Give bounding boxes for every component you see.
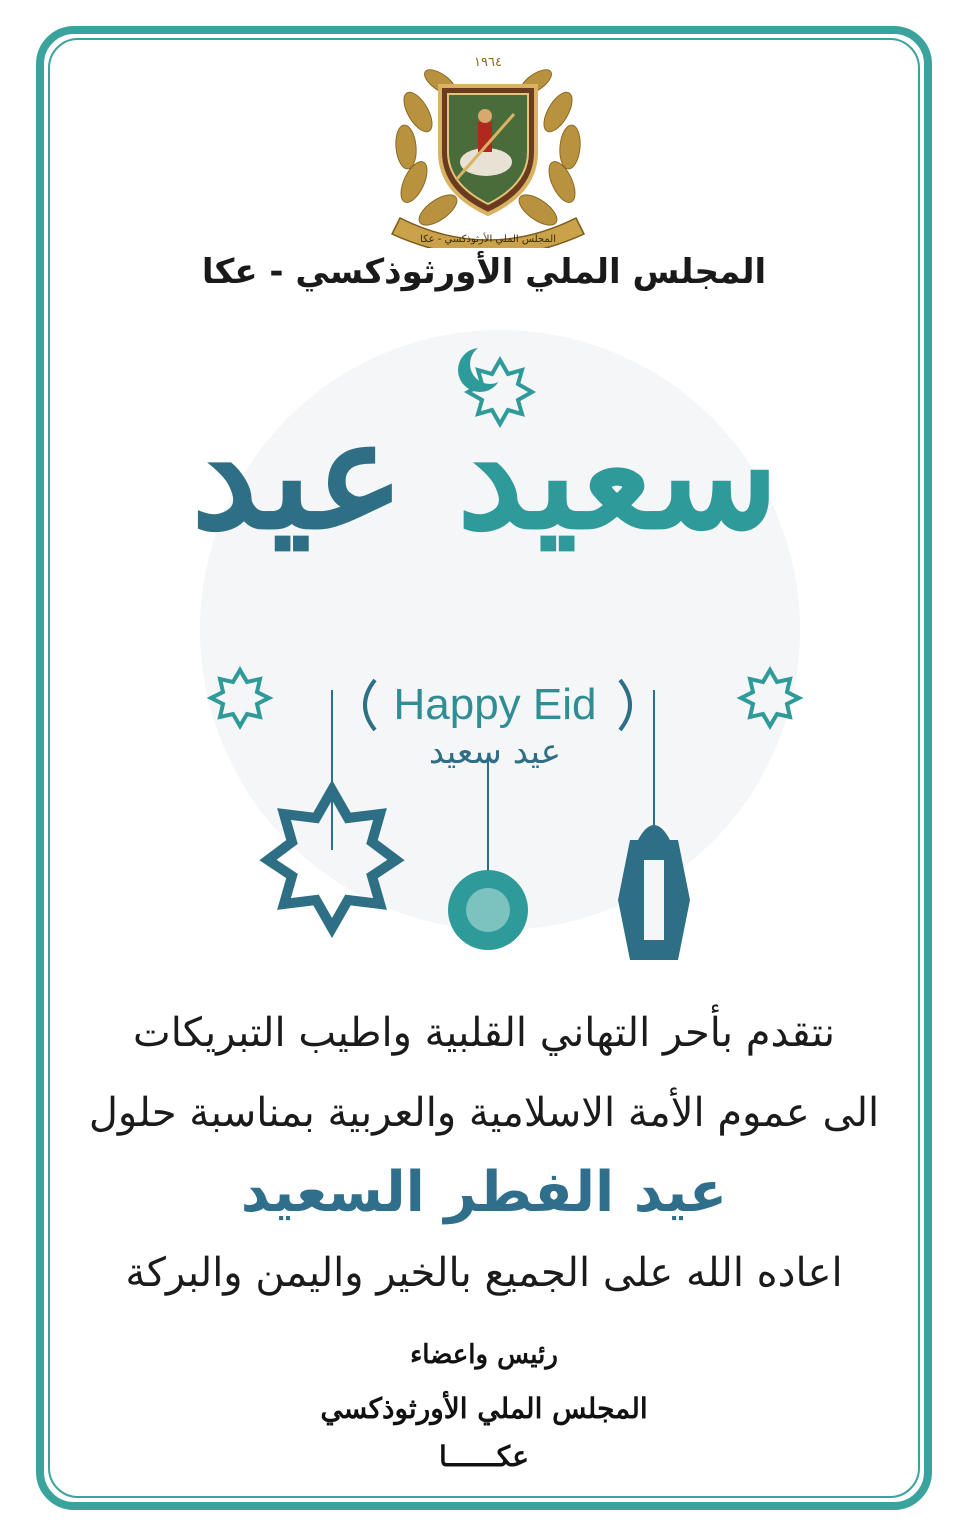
message-line-3: اعاده الله على الجميع بالخير واليمن والبركة [125, 1250, 843, 1296]
happy-eid-arabic: عيد سعيد [428, 732, 562, 772]
message-line-1: نتقدم بأحر التهاني القلبية واطيب التبريكات [133, 1010, 835, 1056]
calligraphy-word-saeed: سعيد [456, 387, 779, 563]
message-highlight: عيد الفطر السعيد [240, 1160, 728, 1225]
logo-ribbon-text: المجلس الملي الأرثوذكسي - عكا [420, 234, 556, 245]
eid-calligraphy [170, 387, 800, 563]
logo-year: ١٩٦٤ [474, 55, 502, 70]
calligraphy-word-eid: عيد [191, 387, 405, 563]
signature-line-2: المجلس الملي الأورثوذكسي [320, 1392, 648, 1425]
message-line-2: الى عموم الأمة الاسلامية والعربية بمناسبة حلول [88, 1090, 880, 1136]
council-logo [378, 52, 598, 248]
happy-eid-english: Happy Eid [393, 680, 597, 729]
signature-line-1: رئيس واعضاء [410, 1340, 558, 1370]
signature-line-3: عكــــــا [439, 1440, 529, 1473]
council-title: المجلس الملي الأورثوذكسي - عكا [201, 252, 767, 292]
